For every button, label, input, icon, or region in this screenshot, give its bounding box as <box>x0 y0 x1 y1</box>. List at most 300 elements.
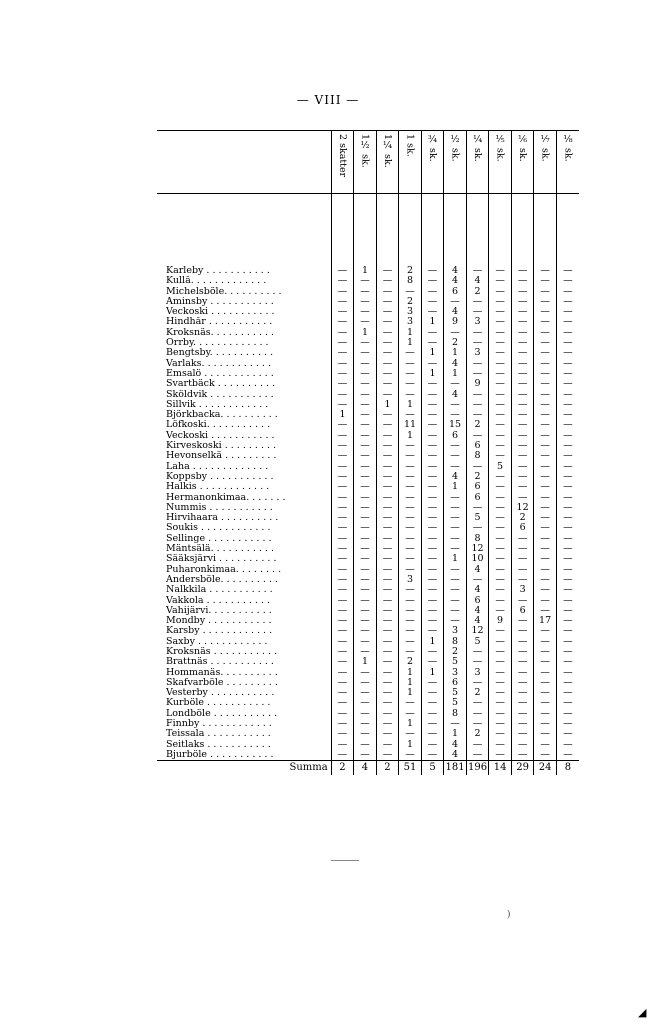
value-cell: — <box>331 554 354 564</box>
value-cell: 2 <box>399 297 422 307</box>
table-row <box>157 750 579 761</box>
value-cell: — <box>331 493 354 503</box>
value-cell: 2 <box>399 657 422 667</box>
table-row <box>157 616 579 626</box>
value-cell: — <box>556 400 579 410</box>
value-cell: — <box>556 503 579 513</box>
value-cell: — <box>399 523 422 533</box>
value-cell: — <box>354 410 377 420</box>
value-cell: 5 <box>489 462 512 472</box>
spacer-cell <box>489 194 512 267</box>
value-cell: — <box>399 359 422 369</box>
village-name: Sellinge . . . . . . . . . . . <box>166 533 272 544</box>
summary-value: 4 <box>354 761 377 776</box>
value-cell: — <box>421 328 444 338</box>
value-cell: — <box>354 688 377 698</box>
value-cell: 3 <box>444 626 467 636</box>
value-cell: 5 <box>444 688 467 698</box>
summary-value: 181 <box>444 761 467 776</box>
value-cell: — <box>556 523 579 533</box>
value-cell: — <box>421 657 444 667</box>
value-cell: — <box>556 544 579 554</box>
value-cell: — <box>354 554 377 564</box>
value-cell: — <box>556 750 579 761</box>
page-corner-mark: ◢ <box>638 1006 647 1019</box>
table-row <box>157 534 579 544</box>
value-cell: — <box>331 626 354 636</box>
value-cell: — <box>489 544 512 554</box>
value-cell: — <box>399 647 422 657</box>
value-cell: — <box>399 709 422 719</box>
value-cell: — <box>489 709 512 719</box>
value-cell: — <box>556 462 579 472</box>
value-cell: 1 <box>354 657 377 667</box>
value-cell: 12 <box>466 544 489 554</box>
table-row <box>157 688 579 698</box>
value-cell: — <box>376 462 399 472</box>
column-header <box>489 131 512 194</box>
value-cell: — <box>399 534 422 544</box>
value-cell: — <box>331 390 354 400</box>
village-name: Kroksnäs. . . . . . . . . . . <box>166 327 275 338</box>
value-cell: — <box>444 616 467 626</box>
village-name: Mäntsälä. . . . . . . . . . . <box>166 544 274 555</box>
value-cell: — <box>376 740 399 750</box>
table-row <box>157 565 579 575</box>
table-row <box>157 276 579 286</box>
value-cell: — <box>534 287 557 297</box>
value-cell: 1 <box>331 410 354 420</box>
value-cell: — <box>376 338 399 348</box>
table-row <box>157 554 579 564</box>
value-cell: 4 <box>444 266 467 276</box>
value-cell: — <box>556 637 579 647</box>
column-header <box>556 131 579 194</box>
value-cell: — <box>489 729 512 739</box>
value-cell: — <box>466 740 489 750</box>
value-cell: — <box>466 359 489 369</box>
value-cell: — <box>354 317 377 327</box>
value-cell: — <box>489 379 512 389</box>
column-header-label: ⅙ sk. <box>517 134 529 162</box>
value-cell: 2 <box>444 338 467 348</box>
spacer-cell <box>511 194 534 267</box>
value-cell: — <box>444 523 467 533</box>
value-cell: — <box>331 297 354 307</box>
value-cell: 5 <box>466 637 489 647</box>
value-cell: — <box>534 420 557 430</box>
value-cell: — <box>556 266 579 276</box>
table-row <box>157 698 579 708</box>
value-cell: — <box>534 534 557 544</box>
village-name: Halkis . . . . . . . . . . . . <box>166 482 270 493</box>
value-cell: 4 <box>466 616 489 626</box>
spacer-cell <box>376 194 399 267</box>
value-cell: — <box>511 359 534 369</box>
value-cell: 1 <box>354 328 377 338</box>
value-cell: — <box>354 750 377 761</box>
value-cell: — <box>399 410 422 420</box>
value-cell: — <box>511 338 534 348</box>
value-cell: — <box>331 420 354 430</box>
value-cell: — <box>511 565 534 575</box>
value-cell: — <box>489 637 512 647</box>
value-cell: — <box>399 503 422 513</box>
table-row <box>157 709 579 719</box>
village-name: Sillvik . . . . . . . . . . . . <box>166 399 269 410</box>
table-row <box>157 379 579 389</box>
summary-value: 2 <box>331 761 354 776</box>
value-cell: — <box>331 544 354 554</box>
value-cell: — <box>556 369 579 379</box>
value-cell: 2 <box>466 287 489 297</box>
value-cell: — <box>511 596 534 606</box>
header-spacer-row <box>157 194 579 267</box>
page-number: — VIII — <box>296 93 360 107</box>
value-cell: — <box>556 575 579 585</box>
value-cell: — <box>511 709 534 719</box>
value-cell: — <box>534 297 557 307</box>
value-cell: — <box>556 276 579 286</box>
column-header-label: ¾ sk. <box>427 134 439 162</box>
value-cell: — <box>534 575 557 585</box>
value-cell: — <box>466 750 489 761</box>
value-cell: — <box>511 472 534 482</box>
value-cell: 4 <box>444 307 467 317</box>
value-cell: 9 <box>444 317 467 327</box>
value-cell: — <box>421 616 444 626</box>
village-name: Kroksnäs . . . . . . . . . . . <box>166 646 278 657</box>
value-cell: — <box>376 678 399 688</box>
value-cell: — <box>399 451 422 461</box>
value-cell: — <box>331 637 354 647</box>
value-cell: — <box>376 431 399 441</box>
value-cell: — <box>354 307 377 317</box>
value-cell: — <box>354 369 377 379</box>
village-name: Puharonkimaa. . . . . . . . <box>166 564 282 575</box>
value-cell: — <box>421 513 444 523</box>
table-row <box>157 410 579 420</box>
value-cell: — <box>534 359 557 369</box>
value-cell: — <box>444 410 467 420</box>
village-name: Vakkola . . . . . . . . . . . <box>166 595 271 606</box>
value-cell: — <box>511 451 534 461</box>
value-cell: — <box>399 596 422 606</box>
value-cell: — <box>556 688 579 698</box>
value-cell: — <box>511 688 534 698</box>
value-cell: — <box>534 441 557 451</box>
column-header-label: ½ sk. <box>449 134 461 162</box>
value-cell: — <box>376 575 399 585</box>
value-cell: — <box>556 709 579 719</box>
value-cell: — <box>511 410 534 420</box>
value-cell: — <box>511 750 534 761</box>
value-cell: 2 <box>444 647 467 657</box>
value-cell: — <box>331 698 354 708</box>
value-cell: — <box>489 369 512 379</box>
value-cell: — <box>331 472 354 482</box>
column-header-label: 1½ sk. <box>359 134 371 168</box>
value-cell: 3 <box>466 348 489 358</box>
value-cell: — <box>376 698 399 708</box>
value-cell: — <box>511 575 534 585</box>
value-cell: — <box>466 647 489 657</box>
value-cell: — <box>534 719 557 729</box>
value-cell: — <box>534 729 557 739</box>
value-cell: — <box>511 534 534 544</box>
value-cell: — <box>376 328 399 338</box>
village-name: Veckoski . . . . . . . . . . . <box>166 307 275 318</box>
value-cell: 1 <box>354 266 377 276</box>
value-cell: — <box>466 410 489 420</box>
value-cell: — <box>331 276 354 286</box>
value-cell: — <box>354 359 377 369</box>
value-cell: — <box>331 657 354 667</box>
value-cell: — <box>399 585 422 595</box>
value-cell: — <box>376 554 399 564</box>
value-cell: — <box>556 493 579 503</box>
value-cell: — <box>399 482 422 492</box>
value-cell: — <box>376 472 399 482</box>
value-cell: — <box>331 431 354 441</box>
value-cell: — <box>489 688 512 698</box>
value-cell: — <box>376 379 399 389</box>
value-cell: — <box>421 307 444 317</box>
value-cell: — <box>331 482 354 492</box>
value-cell: — <box>354 276 377 286</box>
value-cell: — <box>511 348 534 358</box>
table-row <box>157 575 579 585</box>
value-cell: — <box>489 534 512 544</box>
summary-value: 8 <box>556 761 579 776</box>
value-cell: — <box>534 307 557 317</box>
village-name: Mondby . . . . . . . . . . . <box>166 616 272 627</box>
value-cell: 8 <box>399 276 422 286</box>
value-cell: — <box>489 431 512 441</box>
value-cell: — <box>354 390 377 400</box>
value-cell: — <box>354 678 377 688</box>
value-cell: — <box>511 307 534 317</box>
table-row <box>157 544 579 554</box>
value-cell: — <box>421 596 444 606</box>
value-cell: — <box>556 297 579 307</box>
value-cell: — <box>489 287 512 297</box>
value-cell: — <box>421 431 444 441</box>
value-cell: — <box>556 719 579 729</box>
value-cell: — <box>331 729 354 739</box>
value-cell: — <box>556 348 579 358</box>
column-header <box>331 131 354 194</box>
value-cell: — <box>556 698 579 708</box>
value-cell: — <box>421 554 444 564</box>
value-cell: — <box>376 709 399 719</box>
value-cell: — <box>534 585 557 595</box>
value-cell: — <box>421 359 444 369</box>
value-cell: — <box>511 719 534 729</box>
value-cell: — <box>534 688 557 698</box>
value-cell: — <box>534 451 557 461</box>
value-cell: — <box>399 616 422 626</box>
value-cell: — <box>331 565 354 575</box>
value-cell: — <box>421 287 444 297</box>
village-name: Brattnäs . . . . . . . . . . . <box>166 657 274 668</box>
value-cell: — <box>489 719 512 729</box>
table-row <box>157 596 579 606</box>
value-cell: — <box>376 287 399 297</box>
value-cell: — <box>354 647 377 657</box>
value-cell: — <box>331 503 354 513</box>
table-row <box>157 585 579 595</box>
value-cell: — <box>466 657 489 667</box>
column-header <box>511 131 534 194</box>
spacer-cell <box>444 194 467 267</box>
value-cell: — <box>444 513 467 523</box>
value-cell: — <box>331 719 354 729</box>
value-cell: — <box>556 472 579 482</box>
value-cell: — <box>354 668 377 678</box>
value-cell: 8 <box>466 451 489 461</box>
value-cell: — <box>556 740 579 750</box>
value-cell: — <box>421 750 444 761</box>
value-cell: 6 <box>444 678 467 688</box>
value-cell: 1 <box>444 348 467 358</box>
value-cell: — <box>376 451 399 461</box>
value-cell: 1 <box>399 719 422 729</box>
table-row <box>157 513 579 523</box>
value-cell: — <box>511 647 534 657</box>
value-cell: — <box>466 678 489 688</box>
village-name: Björkbacka. . . . . . . . . . <box>166 410 278 421</box>
value-cell: 9 <box>466 379 489 389</box>
value-cell: — <box>421 626 444 636</box>
value-cell: — <box>534 523 557 533</box>
value-cell: — <box>399 513 422 523</box>
summary-value: 29 <box>511 761 534 776</box>
value-cell: 3 <box>444 668 467 678</box>
value-cell: — <box>489 307 512 317</box>
value-cell: 2 <box>399 266 422 276</box>
value-cell: — <box>421 585 444 595</box>
value-cell: — <box>399 750 422 761</box>
value-cell: — <box>444 441 467 451</box>
value-cell: — <box>376 616 399 626</box>
value-cell: — <box>534 431 557 441</box>
value-cell: — <box>534 596 557 606</box>
value-cell: 4 <box>444 359 467 369</box>
table-row <box>157 740 579 750</box>
value-cell: — <box>421 523 444 533</box>
village-name: Hermanonkimaa. . . . . . . <box>166 492 286 503</box>
value-cell: — <box>534 647 557 657</box>
value-cell: — <box>511 462 534 472</box>
value-cell: — <box>354 482 377 492</box>
village-name: Sköldvik . . . . . . . . . . . <box>166 389 274 400</box>
village-name: Karsby . . . . . . . . . . . . <box>166 626 273 637</box>
value-cell: 10 <box>466 554 489 564</box>
value-cell: — <box>511 369 534 379</box>
table-row <box>157 431 579 441</box>
spacer-cell <box>534 194 557 267</box>
value-cell: — <box>421 534 444 544</box>
value-cell: — <box>354 462 377 472</box>
value-cell: — <box>444 719 467 729</box>
village-name: Nalkkila . . . . . . . . . . . <box>166 585 273 596</box>
value-cell: 1 <box>421 637 444 647</box>
value-cell: — <box>354 626 377 636</box>
value-cell: — <box>376 719 399 729</box>
value-cell: — <box>534 348 557 358</box>
village-name: Åminsby . . . . . . . . . . . <box>166 296 274 307</box>
value-cell: 1 <box>421 348 444 358</box>
column-header <box>399 131 422 194</box>
bottom-rule <box>331 860 359 861</box>
value-cell: — <box>489 410 512 420</box>
value-cell: — <box>489 657 512 667</box>
value-cell: — <box>556 379 579 389</box>
summary-value: 2 <box>376 761 399 776</box>
value-cell: — <box>511 637 534 647</box>
village-name: Soukis . . . . . . . . . . . . <box>166 523 271 534</box>
value-cell: 6 <box>444 431 467 441</box>
value-cell: — <box>399 390 422 400</box>
value-cell: — <box>376 441 399 451</box>
value-cell: — <box>331 668 354 678</box>
value-cell: 1 <box>399 328 422 338</box>
summary-label: Summa <box>157 761 331 776</box>
value-cell: — <box>331 616 354 626</box>
column-header <box>444 131 467 194</box>
value-cell: — <box>556 657 579 667</box>
value-cell: — <box>376 276 399 286</box>
value-cell: — <box>376 410 399 420</box>
value-cell: — <box>331 709 354 719</box>
column-header-label: ⅐ sk. <box>539 134 551 162</box>
value-cell: — <box>511 626 534 636</box>
village-name: Varlaks. . . . . . . . . . . . <box>166 358 271 369</box>
value-cell: 4 <box>466 276 489 286</box>
column-header <box>466 131 489 194</box>
value-cell: — <box>376 359 399 369</box>
value-cell: — <box>354 503 377 513</box>
value-cell: — <box>556 565 579 575</box>
value-cell: — <box>444 379 467 389</box>
value-cell: 1 <box>444 369 467 379</box>
value-cell: — <box>421 297 444 307</box>
value-cell: — <box>556 431 579 441</box>
value-cell: — <box>376 596 399 606</box>
value-cell: — <box>466 503 489 513</box>
table-row <box>157 297 579 307</box>
value-cell: — <box>489 441 512 451</box>
value-cell: — <box>421 390 444 400</box>
spacer-cell <box>466 194 489 267</box>
value-cell: — <box>376 544 399 554</box>
table-row <box>157 647 579 657</box>
village-name: Vesterby . . . . . . . . . . . <box>166 688 275 699</box>
value-cell: — <box>534 400 557 410</box>
column-header <box>354 131 377 194</box>
value-cell: 12 <box>466 626 489 636</box>
value-cell: — <box>444 606 467 616</box>
summary-value: 24 <box>534 761 557 776</box>
value-cell: — <box>489 668 512 678</box>
spacer-cell <box>421 194 444 267</box>
value-cell: — <box>399 565 422 575</box>
value-cell: — <box>354 719 377 729</box>
value-cell: 3 <box>466 317 489 327</box>
table-row <box>157 729 579 739</box>
value-cell: — <box>489 493 512 503</box>
